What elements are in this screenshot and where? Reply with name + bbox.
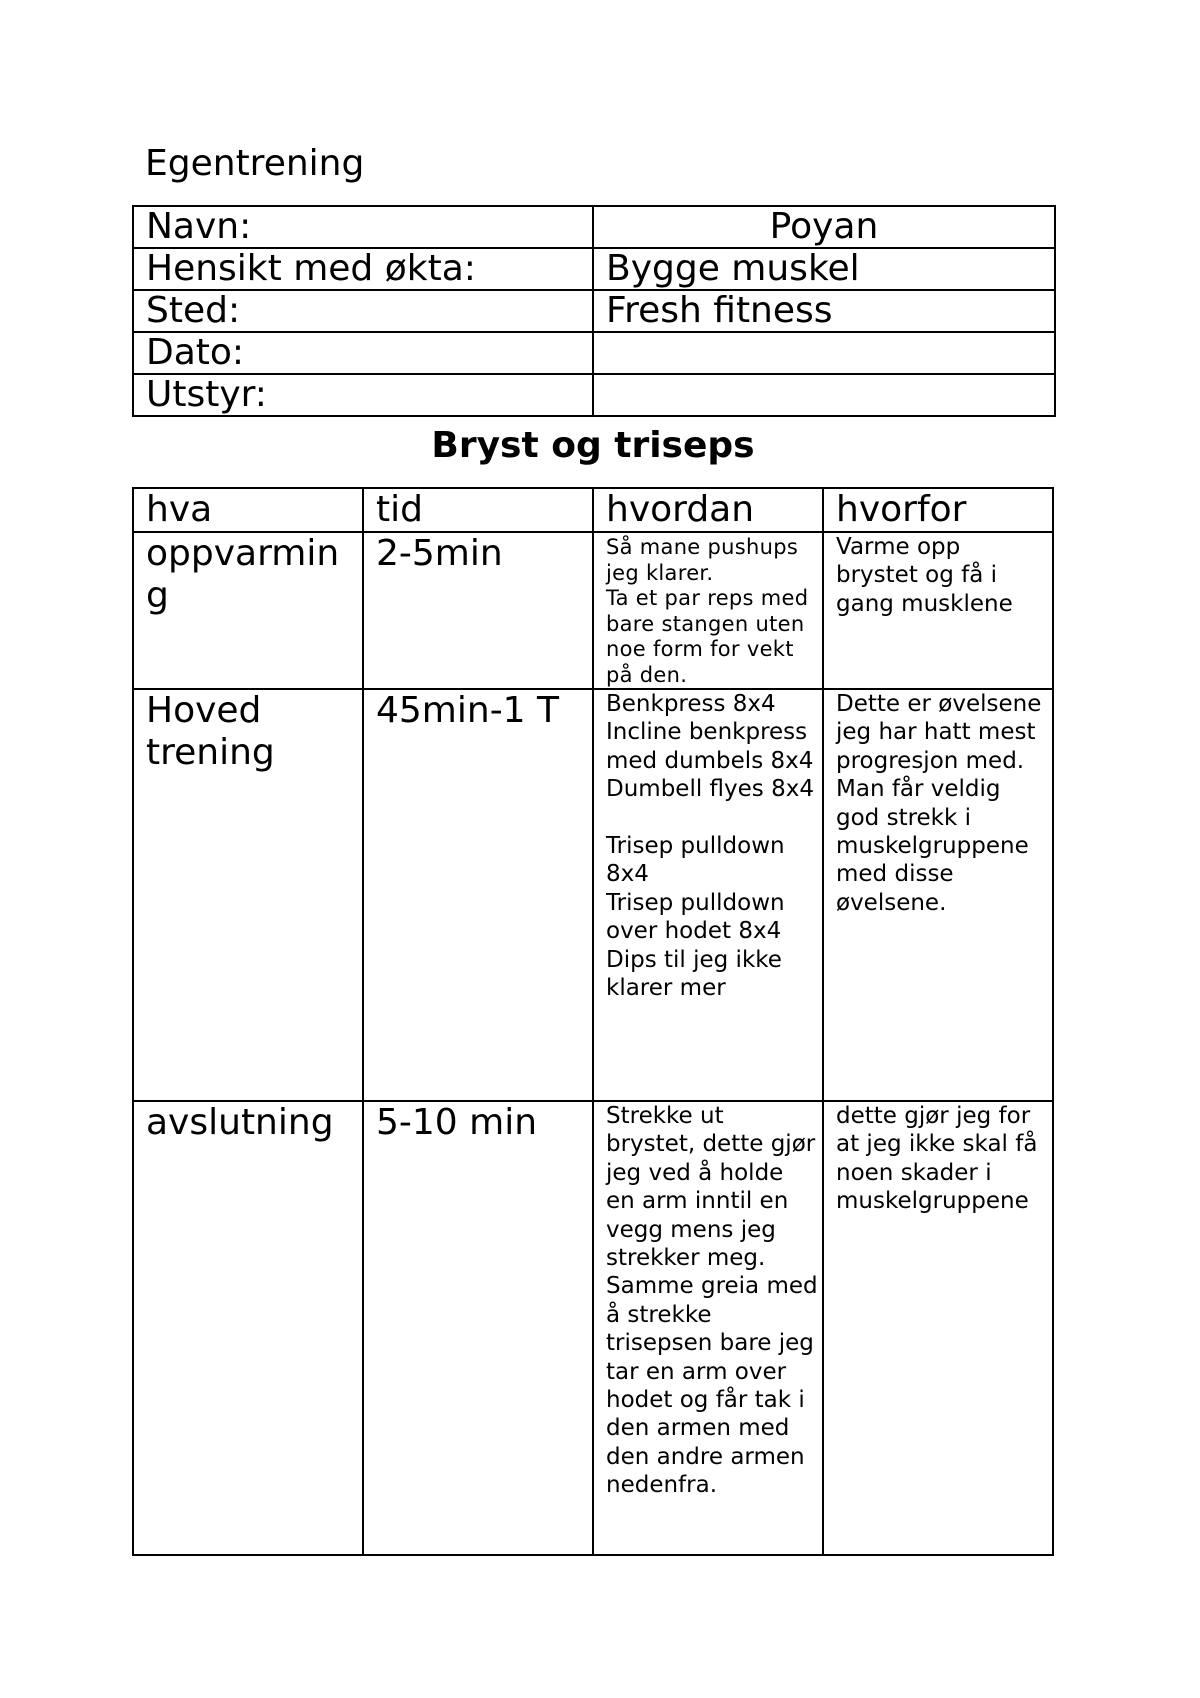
- info-value: Bygge muskel: [593, 248, 1055, 290]
- cell-hva: Hoved trening: [133, 689, 363, 1101]
- info-value: Fresh fitness: [593, 290, 1055, 332]
- header-hvorfor: hvorfor: [823, 488, 1053, 532]
- header-hvordan: hvordan: [593, 488, 823, 532]
- info-row-equipment: [133, 374, 1055, 416]
- info-row-purpose: [133, 248, 1055, 290]
- cell-tid: 5-10 min: [363, 1101, 593, 1555]
- info-label: Navn:: [133, 206, 593, 248]
- header-hva: hva: [133, 488, 363, 532]
- cell-hvorfor: dette gjør jeg for at jeg ikke skal få noen skader i muskelgruppene: [823, 1101, 1053, 1555]
- info-row-name: [133, 206, 1055, 248]
- info-value: Poyan: [593, 206, 1055, 248]
- section-title: Bryst og triseps: [431, 425, 755, 466]
- info-label: Hensikt med økta:: [133, 248, 593, 290]
- cell-hvorfor: Varme opp brystet og få i gang musklene: [823, 532, 1053, 689]
- page-title: Egentrening: [145, 143, 365, 184]
- plan-table: [132, 487, 1054, 1556]
- info-row-date: [133, 332, 1055, 374]
- cell-hvordan: Benkpress 8x4 Incline benkpress med dumbels 8x4 Dumbell flyes 8x4 Trisep pulldown 8x4 Trisep pulldown over hodet 8x4 Dips til jeg ikke klarer mer: [593, 689, 823, 1101]
- info-table: [132, 205, 1056, 417]
- table-row: [133, 532, 1053, 689]
- cell-hvorfor: Dette er øvelsene jeg har hatt mest progresjon med. Man får veldig god strekk i muskelgruppene med disse øvelsene.: [823, 689, 1053, 1101]
- header-tid: tid: [363, 488, 593, 532]
- cell-hva: oppvarmin g: [133, 532, 363, 689]
- info-value: [593, 332, 1055, 374]
- cell-hvordan: Så mane pushups jeg klarer. Ta et par reps med bare stangen uten noe form for vekt på den.: [593, 532, 823, 689]
- info-label: Dato:: [133, 332, 593, 374]
- cell-tid: 45min-1 T: [363, 689, 593, 1101]
- cell-hvordan: Strekke ut brystet, dette gjør jeg ved å holde en arm inntil en vegg mens jeg strekker meg. Samme greia med å strekke trisepsen bare jeg tar en arm over hodet og får tak i den armen med den andre armen nedenfra.: [593, 1101, 823, 1555]
- table-row: [133, 1101, 1053, 1555]
- info-row-place: [133, 290, 1055, 332]
- plan-header-row: [133, 488, 1053, 532]
- info-value: [593, 374, 1055, 416]
- info-label: Utstyr:: [133, 374, 593, 416]
- cell-hva: avslutning: [133, 1101, 363, 1555]
- cell-tid: 2-5min: [363, 532, 593, 689]
- table-row: [133, 689, 1053, 1101]
- info-label: Sted:: [133, 290, 593, 332]
